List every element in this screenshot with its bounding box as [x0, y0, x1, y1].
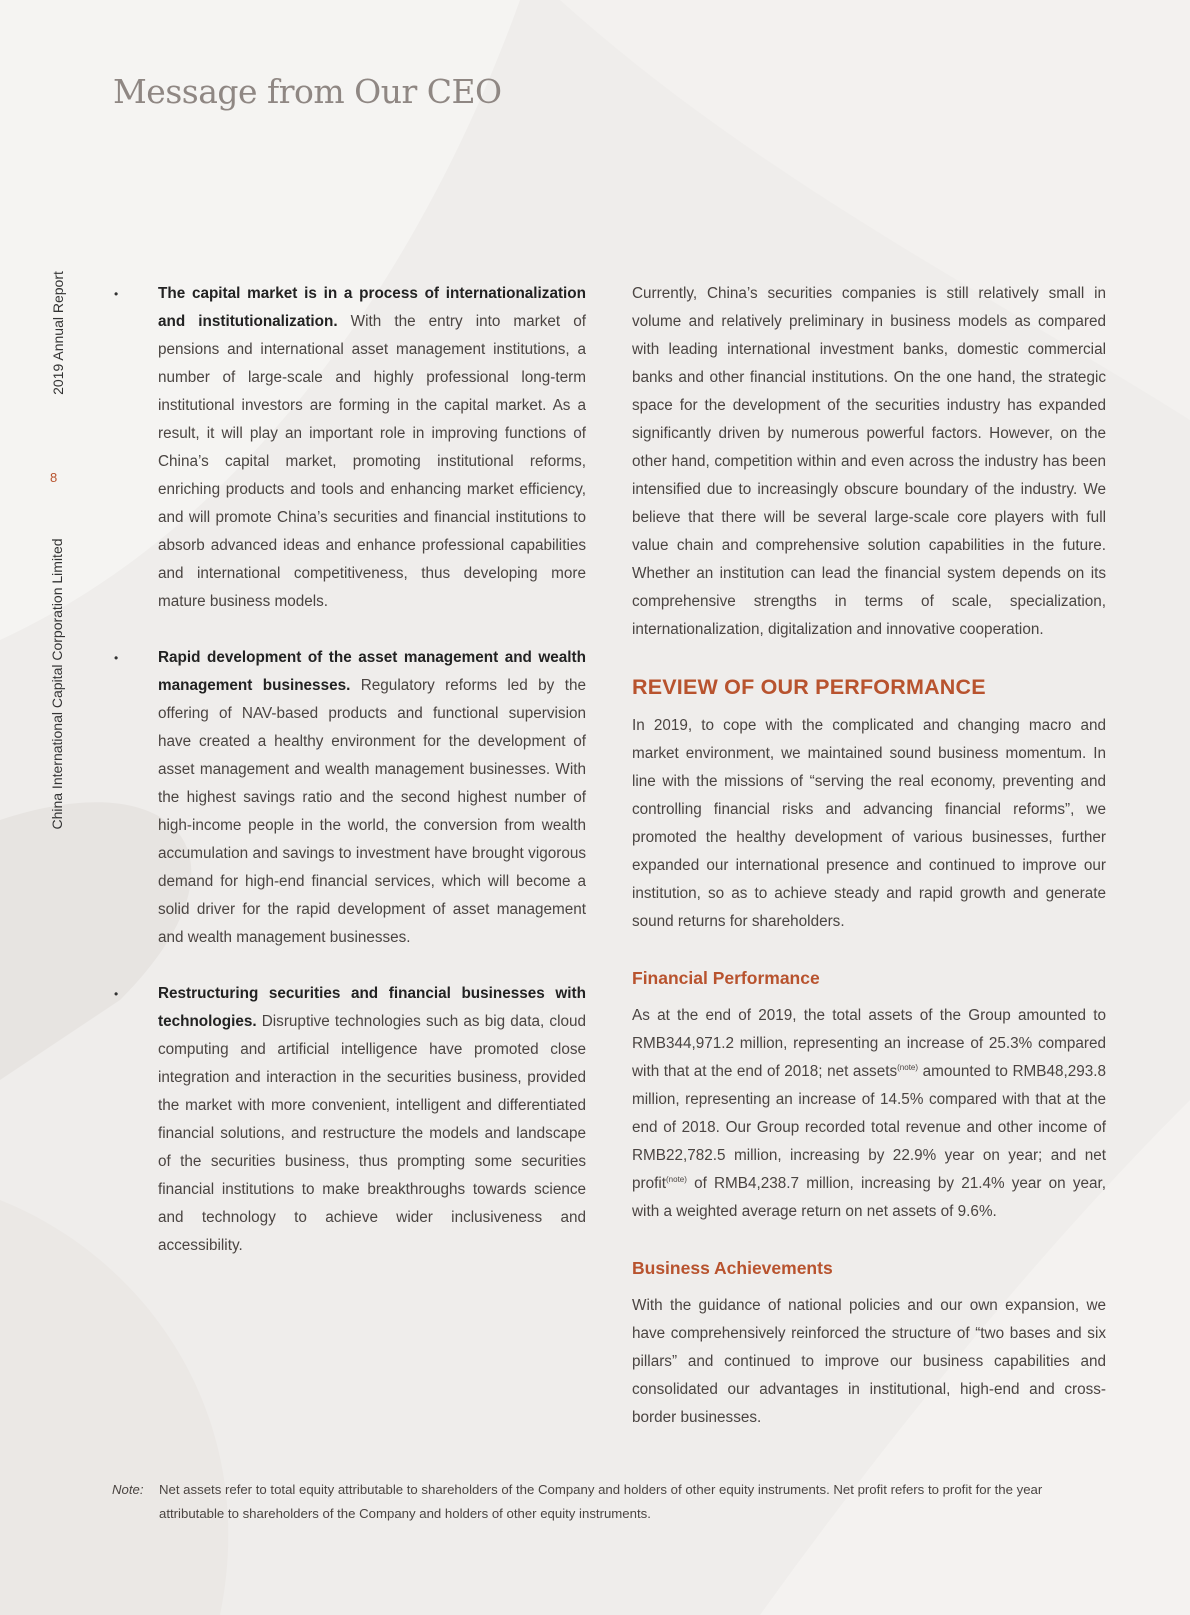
note-superscript: (note) [666, 1174, 687, 1184]
bullet-heading: The capital market is in a process of internationalization and institutionalization. [158, 285, 586, 330]
review-paragraph: In 2019, to cope with the complicated and changing macro and market environment, we maintained sound business momentum. In line with the missions of “serving the real economy, preventing and controlling financial risks and advancing financial reforms”, we promoted the healthy development of various businesses, further expanded our international presence and continued to improve our institution, so as to achieve steady and rapid growth and generate sound returns for shareholders. [632, 717, 1106, 930]
bullet-text: Regulatory reforms led by the offering of NAV-based products and functional supervision have created a healthy environment for the development of asset management and wealth management businesses. With the highest savings ratio and the second highest number of high-income people in the world, the conversion from wealth accumulation and savings to investment have brought vigorous demand for high-end financial services, which will become a solid driver for the rapid development of asset management and wealth management businesses. [158, 677, 587, 946]
sidebar-report-label: 2019 Annual Report [50, 271, 66, 395]
page-number: 8 [50, 470, 58, 485]
business-achievements-paragraph: With the guidance of national policies and our own expansion, we have comprehensively reinforced the structure of “two bases and six pillars” and continued to improve our business capabilities and consolidated our advantages in institutional, high-end and cross-border businesses. [632, 1297, 1106, 1426]
right-column [632, 280, 1106, 1460]
intro-paragraph: Currently, China’s securities companies is still relatively small in volume and relatively preliminary in business models as compared with leading international investment banks, domestic commercial banks and other financial institutions. On the one hand, the strategic space for the development of the securities industry has expanded significantly driven by numerous powerful factors. However, on the other hand, competition within and even across the industry has been intensified due to increasingly obscure boundary of the industry. We believe that there will be several large-scale core players with full value chain and comprehensive solution capabilities in the future. Whether an institution can lead the financial system depends on its comprehensive strengths in terms of scale, specialization, internationalization, digitalization and innovative cooperation. [632, 285, 1106, 638]
page-title: Message from Our CEO [113, 72, 502, 111]
bullet-item [114, 644, 587, 952]
note-superscript: (note) [897, 1062, 919, 1072]
business-achievements-heading: Business Achievements [632, 1258, 833, 1278]
financial-performance-paragraph [632, 1002, 1106, 1226]
footnote-text: Net assets refer to total equity attributable to shareholders of the Company and holders of other equity instruments. Net profit refers to profit for the year attributable to shareholders of the Company and holders of other equity instruments. [159, 1482, 1043, 1521]
footnote-label: Note: [112, 1482, 144, 1497]
bullet-text: Disruptive technologies such as big data, cloud computing and artificial intelligence have promoted close integration and interaction in the securities business, provided the market with more convenient, intelligent and differentiated financial solutions, and restructure the models and landscape of the securities business, thus prompting some securities financial institutions to make breakthroughs towards science and technology to achieve wider inclusiveness and accessibility. [158, 1013, 586, 1254]
bullet-dot: • [114, 287, 119, 301]
left-column [114, 280, 587, 1288]
financial-performance-heading: Financial Performance [632, 968, 820, 988]
bullet-dot: • [114, 651, 119, 665]
bullet-item [114, 980, 586, 1260]
review-heading: REVIEW OF OUR PERFORMANCE [632, 675, 986, 699]
bullet-item [114, 280, 586, 616]
bullet-text: With the entry into market of pensions and international asset management institutions, a number of large-scale and highly professional long-term institutional investors are forming in the capital market. As a result, it will play an important role in improving functions of China’s capital market, promoting institutional reforms, enriching products and tools and enhancing market efficiency, and will promote China’s securities and financial institutions to absorb advanced ideas and enhance professional capabilities and international competitiveness, thus developing more mature business models. [158, 313, 586, 610]
financial-text-part: As at the end of 2019, the total assets of the Group amounted to RMB344,971.2 million, representing an increase of 25.3% compared with that at the end of 2018; net assets [632, 1007, 1106, 1080]
bullet-heading: Rapid development of the asset management and wealth management businesses. [158, 649, 586, 694]
footnote [112, 1478, 1106, 1526]
bullet-dot: • [114, 987, 119, 1001]
financial-text-part: of RMB4,238.7 million, increasing by 21.4% year on year, with a weighted average return on net assets of 9.6%. [632, 1175, 1106, 1220]
financial-text-part: amounted to RMB48,293.8 million, representing an increase of 14.5% compared with that at the end of 2018. Our Group recorded total revenue and other income of RMB22,782.5 million, increasing by 22.9% year on year; and net profit [632, 1063, 1106, 1192]
sidebar-company-label: China International Capital Corporation Limited [49, 538, 65, 830]
bullet-heading: Restructuring securities and financial businesses with technologies. [158, 985, 586, 1030]
